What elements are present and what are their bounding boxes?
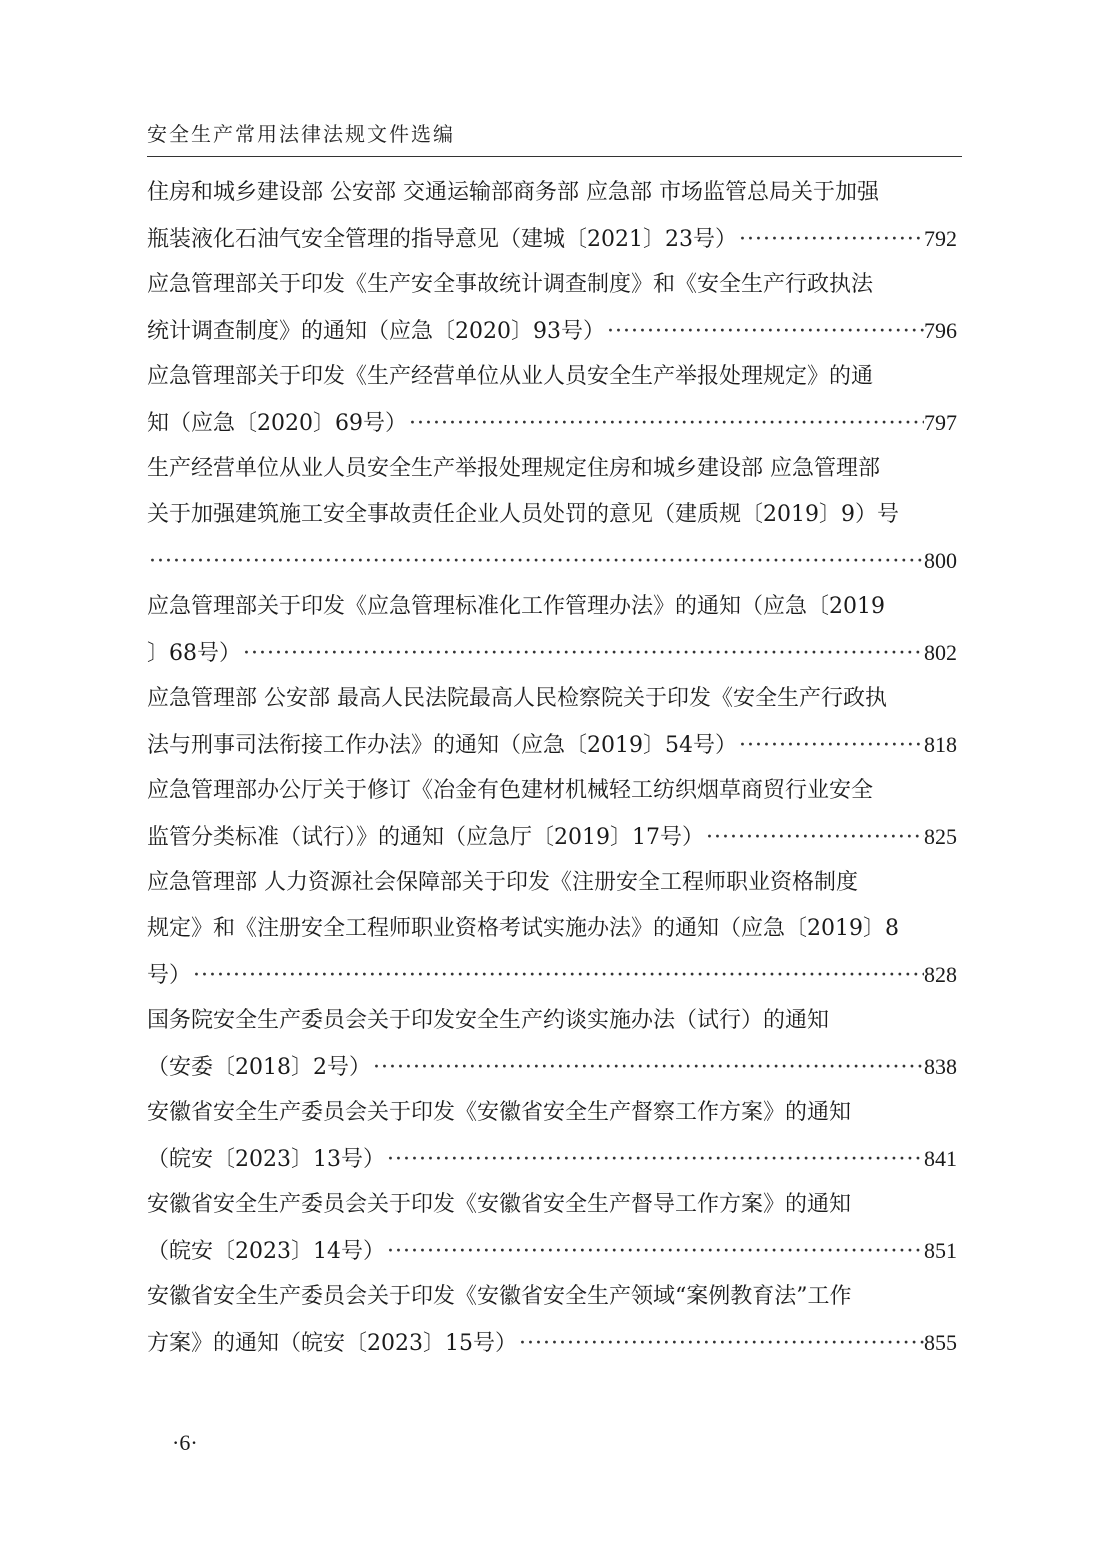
toc-entry-end-row <box>147 1320 957 1366</box>
toc-page-number: 818 <box>924 732 957 757</box>
toc-entry-end-row <box>147 538 957 584</box>
toc-page-number: 838 <box>924 1054 957 1079</box>
toc-entry[interactable] <box>147 676 957 768</box>
toc-entry-end-row <box>147 308 957 354</box>
dot-leader <box>737 217 924 263</box>
toc-page-number: 825 <box>924 824 957 849</box>
toc-entry-title-line: 应急管理部关于印发《生产经营单位从业人员安全生产举报处理规定》的通 <box>147 364 874 389</box>
toc-entry[interactable] <box>147 170 957 262</box>
toc-entry-title-tail: 监管分类标准（试行）》的通知（应急厅〔2019〕17号） <box>147 825 704 850</box>
toc-entry-title-tail: 统计调查制度》的通知（应急〔2020〕93号） <box>147 319 605 344</box>
toc-entry-title-tail: （安委〔2018〕2号） <box>147 1055 371 1080</box>
toc-entry-end-row <box>147 952 957 998</box>
toc-entry[interactable] <box>147 446 957 584</box>
toc-entry[interactable] <box>147 1182 957 1274</box>
toc-entry-title-line: 安徽省安全生产委员会关于印发《安徽省安全生产督察工作方案》的通知 <box>147 1100 852 1125</box>
toc-entry-title-line: 安徽省安全生产委员会关于印发《安徽省安全生产督导工作方案》的通知 <box>147 1192 852 1217</box>
toc-entry[interactable] <box>147 262 957 354</box>
toc-entry-end-row <box>147 814 957 860</box>
toc-page-number: 828 <box>924 962 957 987</box>
toc-page-number: 797 <box>924 410 957 435</box>
toc-entry-end-row <box>147 722 957 768</box>
toc-entry-title-line: 应急管理部办公厅关于修订《冶金有色建材机械轻工纺织烟草商贸行业安全 <box>147 778 874 803</box>
toc-entry-title-line: 安徽省安全生产委员会关于印发《安徽省安全生产领域“案例教育法”工作 <box>147 1284 852 1309</box>
dot-leader <box>605 309 924 355</box>
toc-page-number: 841 <box>924 1146 957 1171</box>
toc-page-number: 802 <box>924 640 957 665</box>
toc-entry-title-line: 住房和城乡建设部 公安部 交通运输部商务部 应急部 市场监管总局关于加强 <box>147 180 879 205</box>
dot-leader <box>407 401 924 447</box>
dot-leader <box>517 1321 924 1367</box>
toc-entry-title-tail: （皖安〔2023〕13号） <box>147 1147 385 1172</box>
toc-entry-end-row <box>147 1136 957 1182</box>
dot-leader <box>385 1137 924 1183</box>
header-rule <box>147 156 962 157</box>
toc-entry-end-row <box>147 216 957 262</box>
toc-entry-title-tail: （皖安〔2023〕14号） <box>147 1239 385 1264</box>
toc-entry-title-tail: 瓶装液化石油气安全管理的指导意见（建城〔2021〕23号） <box>147 227 737 252</box>
toc-entry[interactable] <box>147 584 957 676</box>
toc-entry-end-row <box>147 1044 957 1090</box>
toc-entry-title-line: 规定》和《注册安全工程师职业资格考试实施办法》的通知（应急〔2019〕8 <box>147 916 899 941</box>
dot-leader <box>371 1045 924 1091</box>
dot-leader <box>385 1229 924 1275</box>
toc-entry-end-row <box>147 630 957 676</box>
toc-entry-title-line: 应急管理部 人力资源社会保障部关于印发《注册安全工程师职业资格制度 <box>147 870 858 895</box>
toc-page-number: 796 <box>924 318 957 343</box>
toc-entry-end-row <box>147 1228 957 1274</box>
toc-entry-title-line: 应急管理部关于印发《生产安全事故统计调查制度》和《安全生产行政执法 <box>147 272 874 297</box>
dot-leader <box>147 539 924 585</box>
toc-page-number: 792 <box>924 226 957 251</box>
running-header: 安全生产常用法律法规文件选编 <box>147 122 455 146</box>
toc-page-number: 800 <box>924 548 957 573</box>
toc-entry-title-tail: 法与刑事司法衔接工作办法》的通知（应急〔2019〕54号） <box>147 733 737 758</box>
toc-entry-title-line: 生产经营单位从业人员安全生产举报处理规定住房和城乡建设部 应急管理部 <box>147 456 880 481</box>
toc-entry[interactable] <box>147 998 957 1090</box>
toc-entry-title-line: 国务院安全生产委员会关于印发安全生产约谈实施办法（试行）的通知 <box>147 1008 830 1033</box>
toc-entry[interactable] <box>147 1090 957 1182</box>
toc-entry[interactable] <box>147 354 957 446</box>
toc-entry-title-tail: 〕68号） <box>147 641 241 666</box>
toc-entry-title-line: 应急管理部关于印发《应急管理标准化工作管理办法》的通知（应急〔2019 <box>147 594 885 619</box>
toc-entry-title-tail: 号） <box>147 963 192 988</box>
toc-entry-title-line: 应急管理部 公安部 最高人民法院最高人民检察院关于印发《安全生产行政执 <box>147 686 887 711</box>
dot-leader <box>191 953 924 999</box>
toc-entry[interactable] <box>147 1274 957 1366</box>
toc-entry[interactable] <box>147 860 957 998</box>
toc-entry-title-tail: 方案》的通知（皖安〔2023〕15号） <box>147 1331 517 1356</box>
dot-leader <box>241 631 924 677</box>
dot-leader <box>704 815 924 861</box>
table-of-contents <box>147 170 957 1366</box>
page-number: ·6· <box>172 1430 198 1455</box>
toc-entry-title-tail: 知（应急〔2020〕69号） <box>147 411 407 436</box>
toc-entry[interactable] <box>147 768 957 860</box>
dot-leader <box>737 723 924 769</box>
toc-page-number: 851 <box>924 1238 957 1263</box>
toc-page-number: 855 <box>924 1330 957 1355</box>
toc-entry-title-line: 关于加强建筑施工安全事故责任企业人员处罚的意见（建质规〔2019〕9）号 <box>147 502 899 527</box>
toc-entry-end-row <box>147 400 957 446</box>
